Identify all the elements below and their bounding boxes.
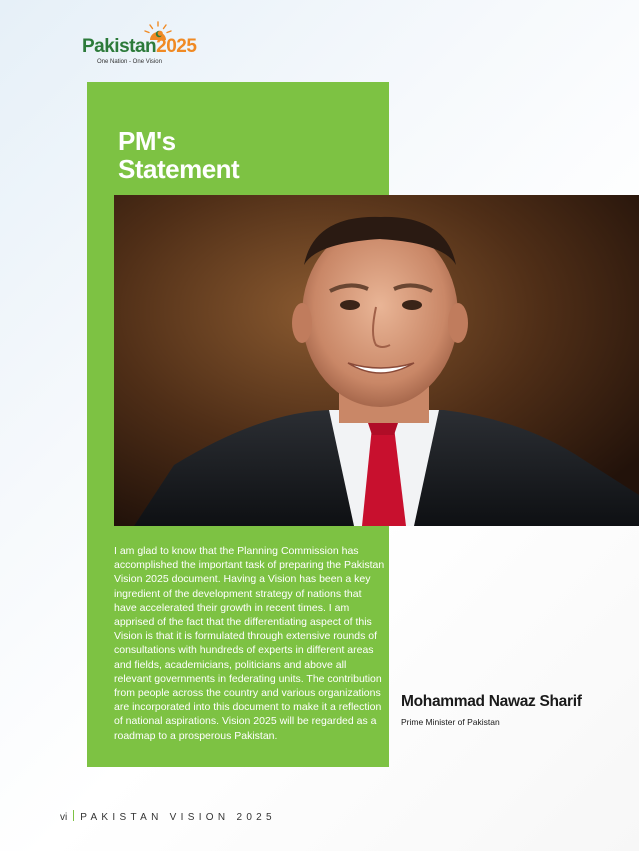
pakistan-2025-logo	[82, 20, 197, 68]
page-title-line1: PM's	[118, 126, 176, 156]
logo-wordmark	[82, 36, 196, 58]
signatory-role: Prime Minister of Pakistan	[401, 717, 500, 727]
page-title-line2: Statement	[118, 154, 240, 184]
signatory-name: Mohammad Nawaz Sharif	[401, 693, 582, 710]
logo-wordmark-pakistan: Pakistan	[82, 36, 157, 57]
footer-title: PAKISTAN VISION 2025	[80, 812, 276, 823]
statement-text: I am glad to know that the Planning Commission has accomplished the important task of preparing the Pakistan Vision 2025 document. Having a Vision has been a key ingredient of the development strategy of nations that have accelerated their growth in recent times. I am apprised of the fact that the differentiating aspect of this Vision is that it is formulated through extensive rounds of consultations with hundreds of experts in different areas and fields, academicians, politicians and above all relevant governments in federating units. The contribution from people across the country and various organizations are incorporated into this document to make it a reflection of national aspirations. Vision 2025 will be regarded as a roadmap to a prosperous Pakistan.	[114, 545, 385, 742]
logo-tagline: One Nation - One Vision	[97, 59, 162, 65]
portrait-illustration	[114, 195, 639, 526]
page-title	[118, 127, 239, 183]
portrait-photo	[114, 195, 639, 526]
page-number: vi	[60, 812, 68, 823]
footer-divider	[73, 810, 74, 821]
page-footer	[60, 810, 276, 823]
logo-wordmark-year: 2025	[156, 36, 197, 57]
